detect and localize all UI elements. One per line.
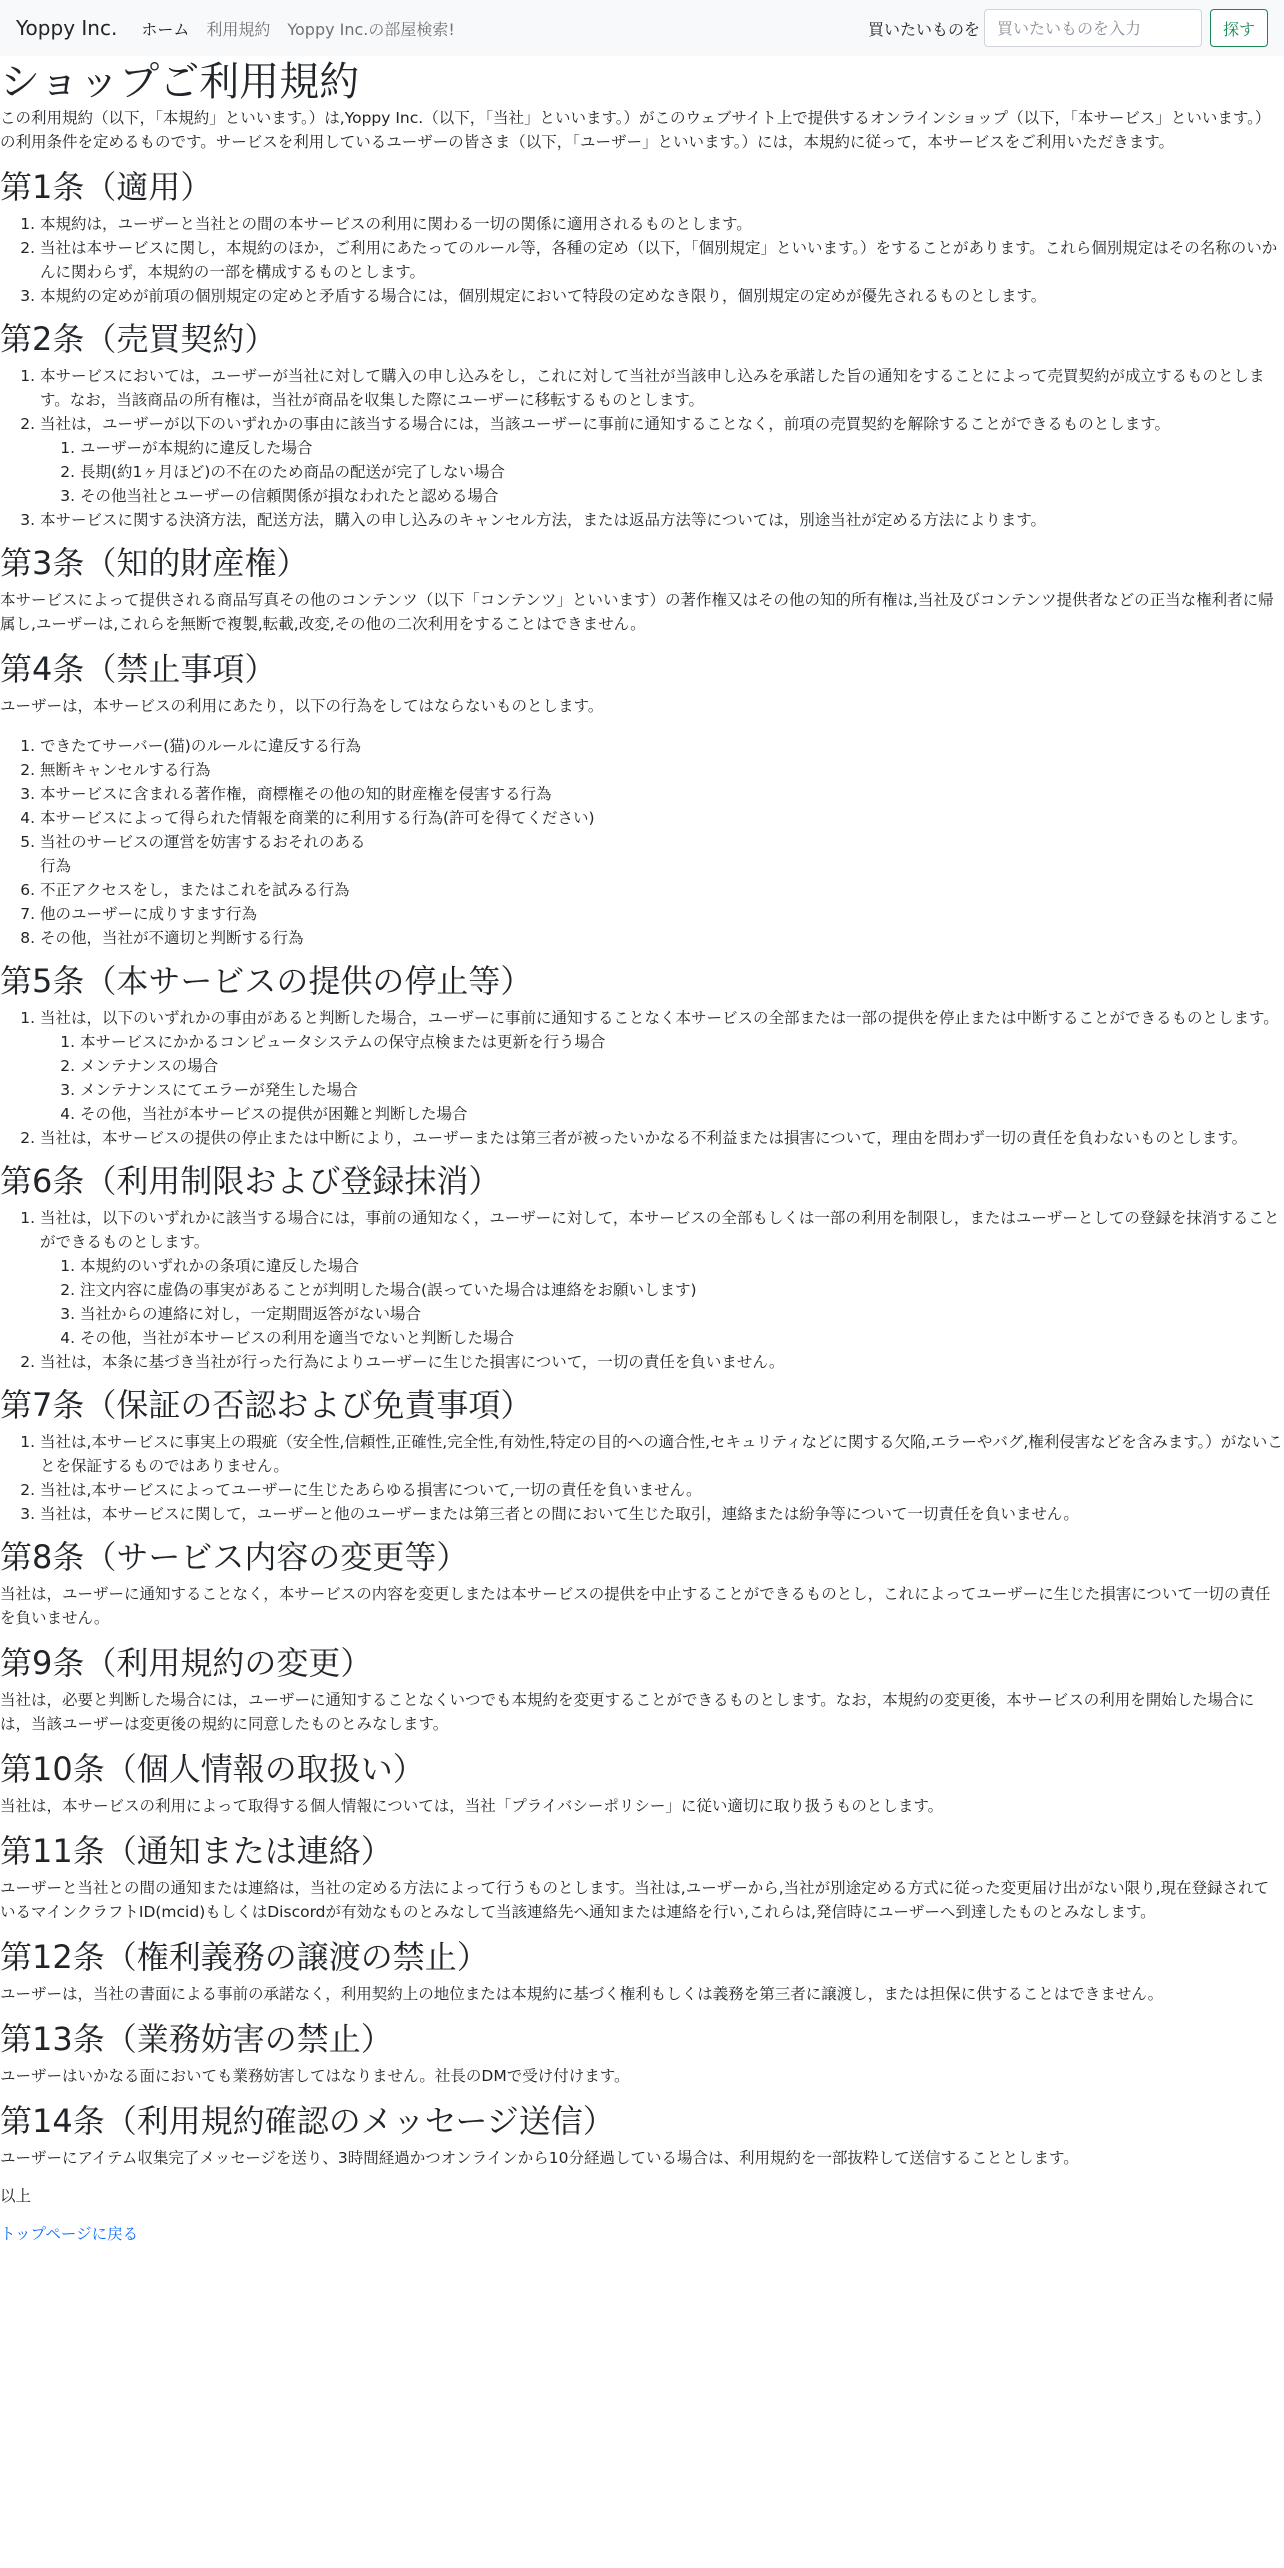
list-item: 2. 無断キャンセルする行為 (40, 758, 1284, 782)
article-12 (0, 1938, 1284, 2006)
article-title: 第3条（知的財産権） (0, 544, 309, 582)
sub-list-item: 4. その他，当社が本サービスの提供が困難と判断した場合 (80, 1102, 1284, 1126)
sub-list-item: 3. 当社からの連絡に対し，一定期間返答がない場合 (80, 1302, 1284, 1326)
search-input[interactable] (984, 9, 1202, 47)
search-form (868, 9, 1268, 47)
brand-link[interactable]: Yoppy Inc. (16, 16, 118, 40)
intro-text: この利用規約（以下，「本規約」といいます。）は,Yoppy Inc.（以下，「当社」といいます。）がこのウェブサイト上で提供するオンラインショップ（以下，「本サービス」といいます。）の利用条件を定めるものです。サービスを利用しているユーザーの皆さま（以下，「ユーザー」といいます。）には，本規約に従って，本サービスをご利用いただきます。 (0, 109, 1271, 151)
navbar (0, 0, 1284, 56)
article-list (0, 1430, 1284, 1526)
list-item: 3. 本規約の定めが前項の個別規定の定めと矛盾する場合には，個別規定において特段の定めなき限り，個別規定の定めが優先されるものとします。 (40, 284, 1284, 308)
list-item (40, 1206, 1284, 1350)
list-item: 3. 当社は，本サービスに関して，ユーザーと他のユーザーまたは第三者との間において生じた取引，連絡または紛争等について一切責任を負いません。 (40, 1502, 1284, 1526)
sub-list (40, 436, 1284, 508)
list-item (40, 412, 1284, 508)
article-text: ユーザーは，本サービスの利用にあたり，以下の行為をしてはならないものとします。 (0, 697, 604, 715)
sub-list-item: 1. ユーザーが本規約に違反した場合 (80, 436, 1284, 460)
article-title: 第14条（利用規約確認のメッセージ送信） (0, 2102, 615, 2140)
article-title: 第13条（業務妨害の禁止） (0, 2020, 393, 2058)
article-title: 第11条（通知または連絡） (0, 1832, 393, 1870)
article-title: 第4条（禁止事項） (0, 650, 277, 688)
article-11 (0, 1832, 1284, 1924)
article-text: 当社は，必要と判断した場合には，ユーザーに通知することなくいつでも本規約を変更することができるものとします。なお，本規約の変更後，本サービスの利用を開始した場合には，当該ユーザーは変更後の規約に同意したものとみなします。 (0, 1691, 1255, 1733)
sub-list (40, 1254, 1284, 1350)
sub-list (40, 1030, 1284, 1126)
list-item: 8. その他，当社が不適切と判断する行為 (40, 926, 1284, 950)
list-item: 6. 不正アクセスをし，またはこれを試みる行為 (40, 878, 1284, 902)
article-title: 第6条（利用制限および登録抹消） (0, 1162, 501, 1200)
article-2 (0, 320, 1284, 532)
article-9 (0, 1644, 1284, 1736)
list-item-text: 当社は，ユーザーが以下のいずれかの事由に該当する場合には，当該ユーザーに事前に通知することなく，前項の売買契約を解除することができるものとします。 (40, 415, 1170, 433)
list-item-text: 当社のサービスの運営を妨害するおそれのある (40, 833, 366, 851)
sub-list-item: 2. 長期(約1ヶ月ほど)の不在のため商品の配送が完了しない場合 (80, 460, 1284, 484)
article-13 (0, 2020, 1284, 2088)
list-item: 1. 本規約は，ユーザーと当社との間の本サービスの利用に関わる一切の関係に適用されるものとします。 (40, 212, 1284, 236)
list-item (40, 830, 1284, 878)
article-10 (0, 1750, 1284, 1818)
nav-home[interactable]: ホーム (141, 19, 190, 39)
closing-text: 以上 (0, 2187, 32, 2205)
article-text: ユーザーと当社との間の通知または連絡は，当社の定める方法によって行うものとします。当社は,ユーザーから,当社が別途定める方式に従った変更届け出がない限り,現在登録されているマインクラフトID(mcid)もしくはDiscordが有効なものとみなして当該連絡先へ通知または連絡を行い,これらは,発信時にユーザーへ到達したものとみなします。 (0, 1879, 1270, 1921)
article-title: 第5条（本サービスの提供の停止等） (0, 962, 533, 1000)
article-7 (0, 1386, 1284, 1526)
article-14 (0, 2102, 1284, 2170)
article-title: 第9条（利用規約の変更） (0, 1644, 373, 1682)
page-title: ショップご利用規約 (0, 59, 360, 105)
article-text: 当社は，本サービスの利用によって取得する個人情報については，当社「プライバシーポリシー」に従い適切に取り扱うものとします。 (0, 1797, 944, 1815)
article-6 (0, 1162, 1284, 1374)
list-item-text-cont: 行為 (40, 857, 72, 875)
article-list (0, 364, 1284, 532)
list-item: 3. 本サービスに含まれる著作権，商標権その他の知的財産権を侵害する行為 (40, 782, 1284, 806)
article-title: 第10条（個人情報の取扱い） (0, 1750, 425, 1788)
list-item: 4. 本サービスによって得られた情報を商業的に利用する行為(許可を得てください) (40, 806, 1284, 830)
article-list (0, 1206, 1284, 1374)
back-to-top-link[interactable]: トップページに戻る (0, 2225, 139, 2243)
list-item: 1. 当社は,本サービスに事実上の瑕疵（安全性,信頼性,正確性,完全性,有効性,特定の目的への適合性,セキュリティなどに関する欠陥,エラーやバグ,権利侵害などを含みます。）がないことを保証するものではありません。 (40, 1430, 1284, 1478)
sub-list-item: 2. メンテナンスの場合 (80, 1054, 1284, 1078)
list-item: 2. 当社は，本サービスの提供の停止または中断により，ユーザーまたは第三者が被ったいかなる不利益または損害について，理由を問わず一切の責任を負わないものとします。 (40, 1126, 1284, 1150)
list-item (40, 1006, 1284, 1126)
article-text: ユーザーにアイテム収集完了メッセージを送り、3時間経過かつオンラインから10分経過している場合は、利用規約を一部抜粋して送信することとします。 (0, 2149, 1079, 2167)
article-1 (0, 168, 1284, 308)
list-item: 2. 当社は,本サービスによってユーザーに生じたあらゆる損害について,一切の責任を負いません。 (40, 1478, 1284, 1502)
sub-list-item: 4. その他，当社が本サービスの利用を適当でないと判断した場合 (80, 1326, 1284, 1350)
back-link-row (0, 2222, 1284, 2246)
nav-room-search[interactable]: Yoppy Inc.の部屋検索! (287, 19, 455, 39)
list-item: 1. できたてサーバー(猫)のルールに違反する行為 (40, 734, 1284, 758)
article-list (0, 212, 1284, 308)
sub-list-item: 3. メンテナンスにてエラーが発生した場合 (80, 1078, 1284, 1102)
article-5 (0, 962, 1284, 1150)
article-4 (0, 650, 1284, 950)
article-text: 当社は，ユーザーに通知することなく，本サービスの内容を変更しまたは本サービスの提供を中止することができるものとし，これによってユーザーに生じた損害について一切の責任を負いません。 (0, 1585, 1271, 1627)
search-button[interactable]: 探す (1210, 9, 1268, 47)
list-item: 1. 本サービスにおいては，ユーザーが当社に対して購入の申し込みをし，これに対して当社が当該申し込みを承諾した旨の通知をすることによって売買契約が成立するものとします。なお，当該商品の所有権は，当社が商品を収集した際にユーザーに移転するものとします。 (40, 364, 1284, 412)
article-8 (0, 1538, 1284, 1630)
sub-list-item: 3. その他当社とユーザーの信頼関係が損なわれたと認める場合 (80, 484, 1284, 508)
terms-content (0, 56, 1284, 2246)
nav-terms[interactable]: 利用規約 (206, 19, 271, 39)
list-item: 3. 本サービスに関する決済方法，配送方法，購入の申し込みのキャンセル方法，または返品方法等については，別途当社が定める方法によります。 (40, 508, 1284, 532)
list-item: 2. 当社は本サービスに関し，本規約のほか，ご利用にあたってのルール等，各種の定め（以下，「個別規定」といいます。）をすることがあります。これら個別規定はその名称のいかんに関わらず，本規約の一部を構成するものとします。 (40, 236, 1284, 284)
list-item-text: 当社は，以下のいずれかに該当する場合には，事前の通知なく，ユーザーに対して，本サービスの全部もしくは一部の利用を制限し，またはユーザーとしての登録を抹消することができるものとします。 (40, 1209, 1280, 1251)
sub-list-item: 2. 注文内容に虚偽の事実があることが判明した場合(誤っていた場合は連絡をお願いします) (80, 1278, 1284, 1302)
list-item: 7. 他のユーザーに成りすます行為 (40, 902, 1284, 926)
article-3 (0, 544, 1284, 636)
article-title: 第2条（売買契約） (0, 320, 277, 358)
sub-list-item: 1. 本サービスにかかるコンピュータシステムの保守点検または更新を行う場合 (80, 1030, 1284, 1054)
list-item-text: 当社は，以下のいずれかの事由があると判断した場合，ユーザーに事前に通知することなく本サービスの全部または一部の提供を停止または中断することができるものとします。 (40, 1009, 1279, 1027)
article-title: 第1条（適用） (0, 168, 213, 206)
list-item: 2. 当社は，本条に基づき当社が行った行為によりユーザーに生じた損害について，一切の責任を負いません。 (40, 1350, 1284, 1374)
article-list (0, 1006, 1284, 1150)
article-title: 第12条（権利義務の譲渡の禁止） (0, 1938, 489, 1976)
article-text: ユーザーは，当社の書面による事前の承諾なく，利用契約上の地位または本規約に基づく権利もしくは義務を第三者に譲渡し，または担保に供することはできません。 (0, 1985, 1164, 2003)
article-title: 第8条（サービス内容の変更等） (0, 1538, 469, 1576)
article-title: 第7条（保証の否認および免責事項） (0, 1386, 533, 1424)
article-text: 本サービスによって提供される商品写真その他のコンテンツ（以下「コンテンツ」といいます）の著作権又はその他の知的所有権は,当社及びコンテンツ提供者などの正当な権利者に帰属し,ユーザーは,これらを無断で複製,転載,改変,その他の二次利用をすることはできません。 (0, 591, 1274, 633)
article-list (0, 734, 1284, 950)
search-label: 買いたいものを (867, 19, 980, 39)
article-text: ユーザーはいかなる面においても業務妨害してはなりません。社長のDMで受け付けます。 (0, 2067, 630, 2085)
sub-list-item: 1. 本規約のいずれかの条項に違反した場合 (80, 1254, 1284, 1278)
